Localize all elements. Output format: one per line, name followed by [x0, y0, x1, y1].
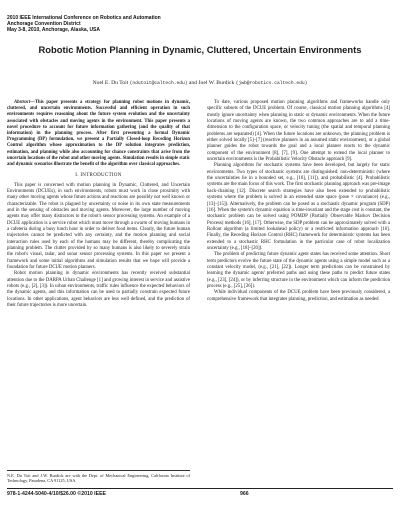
footer-rule — [7, 488, 393, 489]
abstract-text: —This paper presents a strategy for planning robot motions in dynamic, cluttered, and uncertain environments. Successful and efficient operation in such environments requires reasoning about the future system evolution and the uncertainty associated with obstacles and moving agents in the environment. This paper presents a novel procedure to account for future information gathering (and the quality of that information) in the planning process. After first presenting a formal Dynamic Programming (DP) formulation, we present a Partially Closed-loop Receding Horizon Control algorithm whose approximation to the DP solution integrates prediction, estimation, and planning while also accounting for chance constraints that arise from the uncertain locations of the robot and other moving agents. Simulation results in simple static and dynamic scenarios illustrate the benefit of the algorithm over classical approaches. — [7, 100, 190, 168]
right-paragraph-4: While individual components of the DCUE problem have been previously considered, a comprehensive framework that integrates planning, prediction, and estimation as needed — [207, 290, 390, 302]
conference-dates: May 3-8, 2010, Anchorage, Alaska, USA — [7, 27, 101, 34]
conference-header — [7, 15, 161, 34]
abstract — [7, 100, 190, 168]
conference-venue: Anchorage Convention District — [7, 21, 81, 28]
right-paragraph-1: To date, various proposed motion planning algorithms and frameworks handle only specific subsets of the DCUE problem. Of course, classical motion planning algorithms [4] mostly ignore uncertainty when planning in static or dynamic environments. When the future locations of moving agents are known, the two common approaches are to add a time-dimension to the configuration space, or velocity tuning (the spatial and temporal planning problems are separated) [4]. When the future locations are unknown, the planning problem is either solved locally [5]–[7] (reactive planners in an assumed static environment), or a global planner guides the robot towards the goal and a local planner reacts to the dynamic component of the environment [8], [7], [9]. One attempt to extend the local planner to uncertain environments is the Probabilistic Velocity Obstacle approach [9]. — [207, 100, 390, 163]
section-heading-introduction: I. INTRODUCTION — [75, 173, 122, 179]
author-1-name: Noel E. Du Toit — [92, 80, 129, 86]
abstract-label: Abstract — [14, 100, 31, 105]
conference-name: 2010 IEEE International Conference on Robotics and Automation — [7, 15, 161, 21]
right-paragraph-3: The problem of predicting future dynamic agent states has received some attention. Short term predictors evolve the future state of the dynamic agents using a simple model such as a constant velocity model, (e.g., [21], [22]). Longer term predictions can be constrained by learning the dynamic agents' preferred paths and using these paths to predict future states (e.g., [23], [24]), or by inferring structure in the environment which can inform the prediction process (e.g., [25], [26]). — [207, 252, 390, 289]
author-1-email[interactable]: (ndutoit@caltech.edu) — [129, 81, 188, 86]
left-column — [7, 100, 190, 309]
footer-isbn: 978-1-4244-5040-4/10/$26.00 ©2010 IEEE — [7, 491, 107, 497]
author-joiner: and Joel W. Burdick — [188, 80, 235, 86]
intro-paragraph-2: Robot motion planning in dynamic environments has recently received substantial attention due to the DARPA Urban Challenge [1] and growing interest in service and assistive robots (e.g., [2], [3]). In urban environments, traffic rules influence the expected behaviors of the dynamic agents, and this information can be used to partially constrain expected future locations. In other applications, agent behaviors are less well defined, and the prediction of their future trajectories is more uncertain. — [7, 271, 190, 309]
author-line — [20, 80, 380, 86]
paper-title: Robotic Motion Planning in Dynamic, Cluttered, Uncertain Environments — [38, 44, 362, 55]
intro-paragraph-1: This paper is concerned with motion planning in Dynamic, Cluttered, and Uncertain Environments (DCUEs), in such environments, robots must work in close proximity with many other moving agents whose future actions and reactions are possibly not well known or characterizable. The robot is plagued by uncertainty or noise in its own state measurements and in the sensing of obstacles and moving agents. Moreover, the large number of moving agents may offer many distractors to the robot's sensor processing systems. An example of a DCUE application is a service robot which must move through a swarm of moving humans in a cafeteria during a busy lunch hour in order to deliver food items. Clearly, the future human trajectories cannot be predicted with any certainty, and the motion planning and social interaction rules used by each of the humans may be different, thereby complicating the planning problem. The clutter provided by so many humans is also likely to severely strain the robot's visual, tadar, and sonar sensor processing systems. In this paper we present a framework and some initial algorithms and simulation results that we hope will provide a foundation for future DCUE motion planners. — [7, 182, 190, 271]
page-number: 966 — [240, 491, 249, 497]
author-footnote: N.E. Du Toit and J.W. Burdick are with the Dept. of Mechanical Engineering, California Institute of Technology, Pasadena, CA 91125, USA. — [7, 470, 190, 484]
right-column — [207, 100, 390, 303]
right-paragraph-2: Planning algorithms for stochastic systems have been developed, but largely for static environments. Two types of stochastic systems are distinguished: non-deterministic (where the uncertainties lie in a bounded set, e.g., [10], [11]), and probabilistic [4]. Probabilistic systems are the main focus of this work. The first stochastic planning approach was pre-image back-chaining [12]. Discrete search strategies have also been extended to probabilistic systems where the problem is solved in an extended state space (pose × covariance) (e.g., [13]–[15]). Alternatively, the problem can be posed as a stochastic dynamic program (SDP) [16]. When the system's dynamic equation is time-invariant and the stage cost is constant, the stochastic problem can be solved using POMDP (Partially Observable Markov Decision Process) methods [16], [17]. Otherwise, the SDP problem can be approximately solved with a Rollout algorithm (a limited lookahead policy) or a restricted information approach [16]. Finally, the Receding Horizon Control (RHC) framework for deterministic systems has been extended to a stochastic RHC formulation in the particular case of robot localization uncertainty (e.g., [18]–[20]). — [207, 163, 390, 251]
author-2-email[interactable]: (jwb@robotics.caltech.edu) — [235, 81, 308, 86]
